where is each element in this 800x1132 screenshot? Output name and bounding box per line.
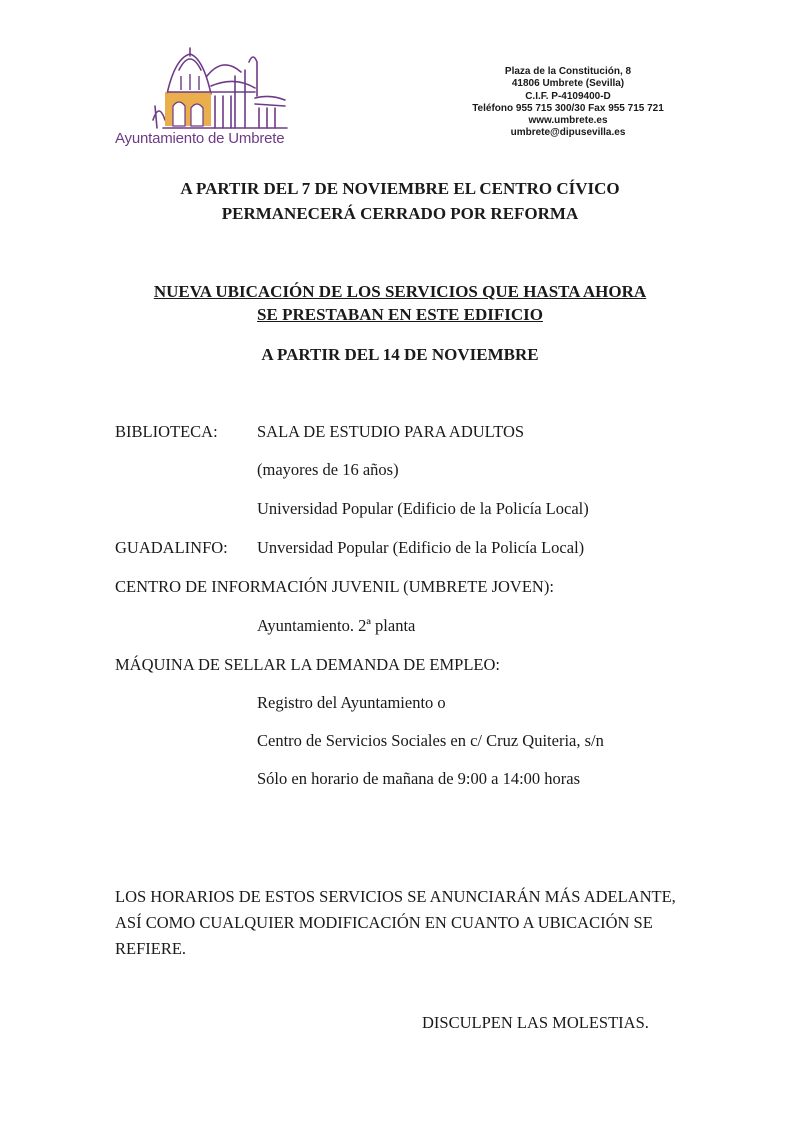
subtitle-line-1-text: NUEVA UBICACIÓN DE LOS SERVICIOS QUE HASTA AHORA bbox=[153, 282, 647, 301]
biblioteca-line-2: (mayores de 16 años) bbox=[257, 460, 399, 479]
title-line-2: PERMANECERÁ CERRADO POR REFORMA bbox=[221, 204, 579, 223]
guadalinfo-line-1: Unversidad Popular (Edificio de la Policía Local) bbox=[257, 538, 585, 557]
address-block bbox=[458, 66, 678, 140]
closing-apology: DISCULPEN LAS MOLESTIAS. bbox=[422, 1013, 649, 1032]
biblioteca-line-3: Universidad Popular (Edificio de la Policía Local) bbox=[257, 499, 589, 518]
title-line-1: A PARTIR DEL 7 DE NOVIEMBRE EL CENTRO CÍVICO bbox=[180, 179, 620, 198]
town-hall-logo bbox=[115, 46, 315, 156]
address-cif: C.I.F. P-4109400-D bbox=[525, 90, 611, 102]
cij-label: CENTRO DE INFORMACIÓN JUVENIL (UMBRETE JOVEN): bbox=[115, 577, 554, 596]
address-email: umbrete@dipusevilla.es bbox=[510, 127, 626, 139]
maquina-line-2: Centro de Servicios Sociales en c/ Cruz Quiteria, s/n bbox=[257, 731, 604, 750]
guadalinfo-label: GUADALINFO: bbox=[115, 538, 228, 557]
biblioteca-label: BIBLIOTECA: bbox=[115, 422, 218, 441]
maquina-line-1: Registro del Ayuntamiento o bbox=[257, 693, 446, 712]
address-street: Plaza de la Constitución, 8 bbox=[504, 66, 632, 77]
subtitle-date: A PARTIR DEL 14 DE NOVIEMBRE bbox=[261, 345, 539, 364]
subtitle-line-1 bbox=[0, 279, 800, 304]
subtitle-line-2-text: SE PRESTABAN EN ESTE EDIFICIO bbox=[257, 305, 543, 324]
town-hall-building-icon bbox=[145, 46, 295, 134]
schedule-notice: LOS HORARIOS DE ESTOS SERVICIOS SE ANUNCIARÁN MÁS ADELANTE, ASÍ COMO CUALQUIER MODIFICACIÓN EN CUANTO A UBICACIÓN SE REFIERE. bbox=[115, 887, 676, 958]
biblioteca-line-1: SALA DE ESTUDIO PARA ADULTOS bbox=[257, 422, 525, 441]
maquina-line-3: Sólo en horario de mañana de 9:00 a 14:00 horas bbox=[257, 769, 581, 788]
logo-text: Ayuntamiento de Umbrete bbox=[115, 130, 285, 147]
cij-line-1: Ayuntamiento. 2ª planta bbox=[257, 616, 416, 635]
subtitle-line-2 bbox=[0, 302, 800, 327]
maquina-label: MÁQUINA DE SELLAR LA DEMANDA DE EMPLEO: bbox=[115, 655, 500, 674]
address-city: 41806 Umbrete (Sevilla) bbox=[511, 78, 625, 90]
address-phone: Teléfono 955 715 300/30 Fax 955 715 721 bbox=[472, 102, 664, 114]
address-website: www.umbrete.es bbox=[528, 115, 608, 127]
